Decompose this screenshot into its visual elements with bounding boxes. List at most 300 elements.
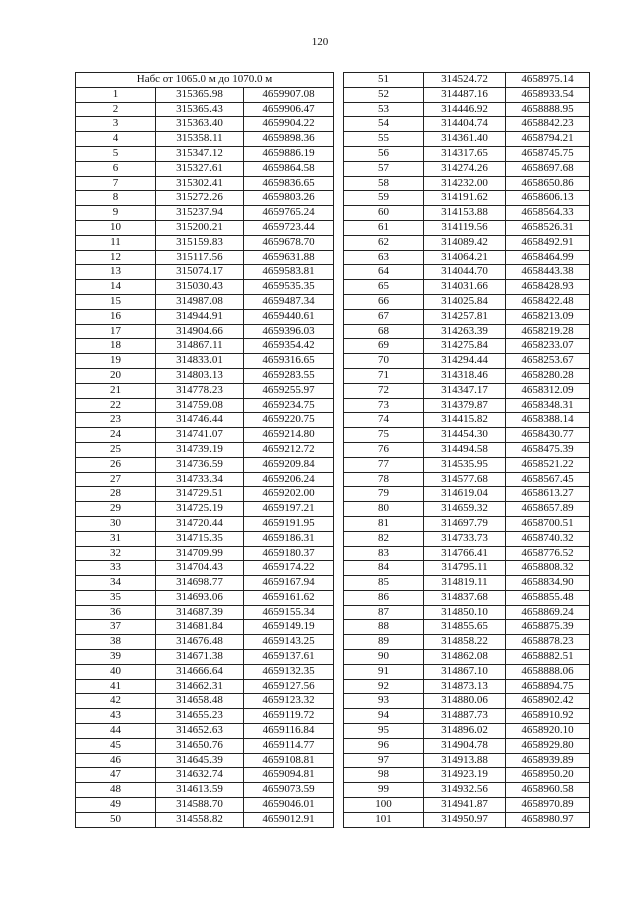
- table-row: [344, 235, 590, 250]
- table-row: [76, 753, 334, 768]
- point-number: 1: [76, 87, 156, 102]
- y-coordinate: 4658526.31: [506, 220, 590, 235]
- x-coordinate: 314119.56: [424, 220, 506, 235]
- x-coordinate: 314896.02: [424, 724, 506, 739]
- x-coordinate: 314833.01: [156, 354, 244, 369]
- table-row: [76, 546, 334, 561]
- point-number: 25: [76, 442, 156, 457]
- y-coordinate: 4658929.80: [506, 738, 590, 753]
- x-coordinate: 314089.42: [424, 235, 506, 250]
- table-header: Набс от 1065.0 м до 1070.0 м: [76, 73, 334, 88]
- point-number: 82: [344, 531, 424, 546]
- x-coordinate: 315030.43: [156, 280, 244, 295]
- table-row: [344, 546, 590, 561]
- table-row: [344, 383, 590, 398]
- point-number: 57: [344, 161, 424, 176]
- table-row: [344, 516, 590, 531]
- point-number: 99: [344, 783, 424, 798]
- y-coordinate: 4658894.75: [506, 679, 590, 694]
- table-row: [344, 176, 590, 191]
- point-number: 84: [344, 561, 424, 576]
- table-row: [76, 206, 334, 221]
- x-coordinate: 314619.04: [424, 487, 506, 502]
- y-coordinate: 4659174.22: [244, 561, 334, 576]
- point-number: 17: [76, 324, 156, 339]
- point-number: 36: [76, 605, 156, 620]
- table-row: [344, 783, 590, 798]
- table-row: [344, 206, 590, 221]
- table-row: [344, 650, 590, 665]
- point-number: 91: [344, 664, 424, 679]
- point-number: 53: [344, 102, 424, 117]
- y-coordinate: 4659212.72: [244, 442, 334, 457]
- point-number: 51: [344, 73, 424, 88]
- x-coordinate: 314191.62: [424, 191, 506, 206]
- y-coordinate: 4658939.89: [506, 753, 590, 768]
- x-coordinate: 314317.65: [424, 146, 506, 161]
- table-row: [76, 502, 334, 517]
- table-row: [76, 132, 334, 147]
- table-row: [76, 531, 334, 546]
- y-coordinate: 4659678.70: [244, 235, 334, 250]
- x-coordinate: 314257.81: [424, 309, 506, 324]
- x-coordinate: 315358.11: [156, 132, 244, 147]
- table-row: [344, 738, 590, 753]
- table-row: [76, 812, 334, 827]
- point-number: 97: [344, 753, 424, 768]
- point-number: 9: [76, 206, 156, 221]
- x-coordinate: 314671.38: [156, 650, 244, 665]
- table-row: [76, 146, 334, 161]
- y-coordinate: 4658745.75: [506, 146, 590, 161]
- y-coordinate: 4659149.19: [244, 620, 334, 635]
- x-coordinate: 314704.43: [156, 561, 244, 576]
- x-coordinate: 314662.31: [156, 679, 244, 694]
- x-coordinate: 314655.23: [156, 709, 244, 724]
- table-row: [76, 428, 334, 443]
- table-row: [76, 679, 334, 694]
- y-coordinate: 4658980.97: [506, 812, 590, 827]
- table-row: [344, 132, 590, 147]
- table-row: [344, 102, 590, 117]
- point-number: 38: [76, 635, 156, 650]
- point-number: 64: [344, 265, 424, 280]
- x-coordinate: 314720.44: [156, 516, 244, 531]
- y-coordinate: 4658950.20: [506, 768, 590, 783]
- y-coordinate: 4658700.51: [506, 516, 590, 531]
- y-coordinate: 4658776.52: [506, 546, 590, 561]
- y-coordinate: 4658794.21: [506, 132, 590, 147]
- y-coordinate: 4659765.24: [244, 206, 334, 221]
- point-number: 93: [344, 694, 424, 709]
- point-number: 75: [344, 428, 424, 443]
- table-row: [344, 250, 590, 265]
- y-coordinate: 4658475.39: [506, 442, 590, 457]
- table-row: [344, 73, 590, 88]
- x-coordinate: 314837.68: [424, 590, 506, 605]
- table-row: [344, 561, 590, 576]
- y-coordinate: 4659127.56: [244, 679, 334, 694]
- y-coordinate: 4659723.44: [244, 220, 334, 235]
- table-row: [76, 280, 334, 295]
- point-number: 43: [76, 709, 156, 724]
- y-coordinate: 4659440.61: [244, 309, 334, 324]
- point-number: 18: [76, 339, 156, 354]
- table-row: [344, 635, 590, 650]
- x-coordinate: 314932.56: [424, 783, 506, 798]
- x-coordinate: 314361.40: [424, 132, 506, 147]
- point-number: 94: [344, 709, 424, 724]
- x-coordinate: 315272.26: [156, 191, 244, 206]
- y-coordinate: 4658430.77: [506, 428, 590, 443]
- table-row: [344, 161, 590, 176]
- y-coordinate: 4659209.84: [244, 457, 334, 472]
- x-coordinate: 314987.08: [156, 294, 244, 309]
- table-row: [344, 724, 590, 739]
- y-coordinate: 4658933.54: [506, 87, 590, 102]
- coordinates-table-right: [343, 72, 590, 828]
- y-coordinate: 4659487.34: [244, 294, 334, 309]
- point-number: 77: [344, 457, 424, 472]
- y-coordinate: 4658606.13: [506, 191, 590, 206]
- point-number: 14: [76, 280, 156, 295]
- y-coordinate: 4659143.25: [244, 635, 334, 650]
- table-row: [344, 694, 590, 709]
- y-coordinate: 4659836.65: [244, 176, 334, 191]
- table-row: [344, 324, 590, 339]
- x-coordinate: 314855.65: [424, 620, 506, 635]
- coordinates-table-left: [75, 72, 334, 828]
- point-number: 54: [344, 117, 424, 132]
- point-number: 24: [76, 428, 156, 443]
- point-number: 92: [344, 679, 424, 694]
- point-number: 100: [344, 798, 424, 813]
- x-coordinate: 314404.74: [424, 117, 506, 132]
- table-row: [76, 339, 334, 354]
- table-row: [76, 620, 334, 635]
- x-coordinate: 314795.11: [424, 561, 506, 576]
- x-coordinate: 315074.17: [156, 265, 244, 280]
- table-row: [344, 472, 590, 487]
- table-row: [76, 576, 334, 591]
- x-coordinate: 315302.41: [156, 176, 244, 191]
- y-coordinate: 4659316.65: [244, 354, 334, 369]
- y-coordinate: 4659132.35: [244, 664, 334, 679]
- point-number: 46: [76, 753, 156, 768]
- table-row: [344, 339, 590, 354]
- x-coordinate: 314923.19: [424, 768, 506, 783]
- x-coordinate: 314318.46: [424, 368, 506, 383]
- table-row: [344, 709, 590, 724]
- table-row: [76, 250, 334, 265]
- point-number: 22: [76, 398, 156, 413]
- x-coordinate: 314725.19: [156, 502, 244, 517]
- x-coordinate: 315327.61: [156, 161, 244, 176]
- y-coordinate: 4659116.84: [244, 724, 334, 739]
- table-row: [344, 531, 590, 546]
- y-coordinate: 4659073.59: [244, 783, 334, 798]
- table-row: [344, 354, 590, 369]
- point-number: 29: [76, 502, 156, 517]
- y-coordinate: 4659094.81: [244, 768, 334, 783]
- x-coordinate: 314950.97: [424, 812, 506, 827]
- point-number: 35: [76, 590, 156, 605]
- y-coordinate: 4659046.01: [244, 798, 334, 813]
- y-coordinate: 4658521.22: [506, 457, 590, 472]
- x-coordinate: 314263.39: [424, 324, 506, 339]
- x-coordinate: 314025.84: [424, 294, 506, 309]
- point-number: 6: [76, 161, 156, 176]
- table-header-row: [76, 73, 334, 88]
- point-number: 40: [76, 664, 156, 679]
- y-coordinate: 4658740.32: [506, 531, 590, 546]
- x-coordinate: 315159.83: [156, 235, 244, 250]
- y-coordinate: 4659234.75: [244, 398, 334, 413]
- x-coordinate: 314904.78: [424, 738, 506, 753]
- x-coordinate: 314867.11: [156, 339, 244, 354]
- point-number: 65: [344, 280, 424, 295]
- point-number: 34: [76, 576, 156, 591]
- table-row: [344, 457, 590, 472]
- x-coordinate: 314454.30: [424, 428, 506, 443]
- y-coordinate: 4659119.72: [244, 709, 334, 724]
- point-number: 30: [76, 516, 156, 531]
- y-coordinate: 4658975.14: [506, 73, 590, 88]
- point-number: 61: [344, 220, 424, 235]
- point-number: 10: [76, 220, 156, 235]
- x-coordinate: 314652.63: [156, 724, 244, 739]
- x-coordinate: 314347.17: [424, 383, 506, 398]
- y-coordinate: 4659396.03: [244, 324, 334, 339]
- table-row: [344, 428, 590, 443]
- y-coordinate: 4659864.58: [244, 161, 334, 176]
- point-number: 78: [344, 472, 424, 487]
- x-coordinate: 314944.91: [156, 309, 244, 324]
- y-coordinate: 4658855.48: [506, 590, 590, 605]
- x-coordinate: 315365.98: [156, 87, 244, 102]
- table-row: [76, 235, 334, 250]
- table-row: [344, 487, 590, 502]
- y-coordinate: 4658219.28: [506, 324, 590, 339]
- y-coordinate: 4658910.92: [506, 709, 590, 724]
- point-number: 47: [76, 768, 156, 783]
- table-row: [344, 146, 590, 161]
- x-coordinate: 314650.76: [156, 738, 244, 753]
- y-coordinate: 4659197.21: [244, 502, 334, 517]
- x-coordinate: 314524.72: [424, 73, 506, 88]
- point-number: 16: [76, 309, 156, 324]
- x-coordinate: 314867.10: [424, 664, 506, 679]
- x-coordinate: 314904.66: [156, 324, 244, 339]
- x-coordinate: 314031.66: [424, 280, 506, 295]
- point-number: 71: [344, 368, 424, 383]
- x-coordinate: 314739.19: [156, 442, 244, 457]
- table-row: [76, 487, 334, 502]
- table-row: [344, 87, 590, 102]
- y-coordinate: 4659161.62: [244, 590, 334, 605]
- table-row: [76, 87, 334, 102]
- x-coordinate: 314693.06: [156, 590, 244, 605]
- point-number: 48: [76, 783, 156, 798]
- x-coordinate: 314858.22: [424, 635, 506, 650]
- point-number: 87: [344, 605, 424, 620]
- y-coordinate: 4658348.31: [506, 398, 590, 413]
- point-number: 69: [344, 339, 424, 354]
- y-coordinate: 4659114.77: [244, 738, 334, 753]
- table-row: [76, 324, 334, 339]
- x-coordinate: 314274.26: [424, 161, 506, 176]
- table-row: [344, 798, 590, 813]
- x-coordinate: 315363.40: [156, 117, 244, 132]
- x-coordinate: 314733.73: [424, 531, 506, 546]
- x-coordinate: 314880.06: [424, 694, 506, 709]
- point-number: 60: [344, 206, 424, 221]
- y-coordinate: 4659214.80: [244, 428, 334, 443]
- x-coordinate: 314494.58: [424, 442, 506, 457]
- table-row: [344, 442, 590, 457]
- x-coordinate: 314044.70: [424, 265, 506, 280]
- point-number: 62: [344, 235, 424, 250]
- x-coordinate: 314558.82: [156, 812, 244, 827]
- point-number: 42: [76, 694, 156, 709]
- table-row: [344, 220, 590, 235]
- point-number: 26: [76, 457, 156, 472]
- x-coordinate: 314759.08: [156, 398, 244, 413]
- table-row: [76, 709, 334, 724]
- y-coordinate: 4659186.31: [244, 531, 334, 546]
- table-row: [344, 753, 590, 768]
- x-coordinate: 314850.10: [424, 605, 506, 620]
- table-row: [344, 413, 590, 428]
- table-row: [76, 561, 334, 576]
- y-coordinate: 4658280.28: [506, 368, 590, 383]
- y-coordinate: 4658492.91: [506, 235, 590, 250]
- table-row: [76, 413, 334, 428]
- x-coordinate: 314535.95: [424, 457, 506, 472]
- point-number: 63: [344, 250, 424, 265]
- table-row: [344, 368, 590, 383]
- x-coordinate: 315365.43: [156, 102, 244, 117]
- table-row: [76, 294, 334, 309]
- y-coordinate: 4658888.06: [506, 664, 590, 679]
- table-row: [76, 442, 334, 457]
- point-number: 59: [344, 191, 424, 206]
- x-coordinate: 314862.08: [424, 650, 506, 665]
- y-coordinate: 4658567.45: [506, 472, 590, 487]
- point-number: 33: [76, 561, 156, 576]
- y-coordinate: 4659167.94: [244, 576, 334, 591]
- table-row: [76, 694, 334, 709]
- x-coordinate: 314715.35: [156, 531, 244, 546]
- x-coordinate: 314681.84: [156, 620, 244, 635]
- table-row: [344, 605, 590, 620]
- x-coordinate: 314873.13: [424, 679, 506, 694]
- x-coordinate: 314941.87: [424, 798, 506, 813]
- point-number: 68: [344, 324, 424, 339]
- table-row: [76, 176, 334, 191]
- point-number: 67: [344, 309, 424, 324]
- point-number: 12: [76, 250, 156, 265]
- table-row: [76, 457, 334, 472]
- table-row: [344, 812, 590, 827]
- x-coordinate: 314676.48: [156, 635, 244, 650]
- y-coordinate: 4659255.97: [244, 383, 334, 398]
- table-row: [76, 191, 334, 206]
- x-coordinate: 314588.70: [156, 798, 244, 813]
- y-coordinate: 4658869.24: [506, 605, 590, 620]
- point-number: 28: [76, 487, 156, 502]
- y-coordinate: 4658233.07: [506, 339, 590, 354]
- x-coordinate: 314697.79: [424, 516, 506, 531]
- y-coordinate: 4659886.19: [244, 146, 334, 161]
- point-number: 45: [76, 738, 156, 753]
- point-number: 58: [344, 176, 424, 191]
- x-coordinate: 314803.13: [156, 368, 244, 383]
- table-row: [76, 724, 334, 739]
- x-coordinate: 314698.77: [156, 576, 244, 591]
- point-number: 101: [344, 812, 424, 827]
- point-number: 49: [76, 798, 156, 813]
- x-coordinate: 314709.99: [156, 546, 244, 561]
- x-coordinate: 314645.39: [156, 753, 244, 768]
- point-number: 7: [76, 176, 156, 191]
- y-coordinate: 4658697.68: [506, 161, 590, 176]
- table-row: [344, 620, 590, 635]
- point-number: 66: [344, 294, 424, 309]
- y-coordinate: 4658960.58: [506, 783, 590, 798]
- point-number: 11: [76, 235, 156, 250]
- table-row: [344, 117, 590, 132]
- point-number: 88: [344, 620, 424, 635]
- table-row: [344, 590, 590, 605]
- y-coordinate: 4658657.89: [506, 502, 590, 517]
- y-coordinate: 4658920.10: [506, 724, 590, 739]
- x-coordinate: 315347.12: [156, 146, 244, 161]
- x-coordinate: 314294.44: [424, 354, 506, 369]
- x-coordinate: 314887.73: [424, 709, 506, 724]
- table-row: [76, 798, 334, 813]
- y-coordinate: 4659220.75: [244, 413, 334, 428]
- x-coordinate: 314613.59: [156, 783, 244, 798]
- x-coordinate: 314746.44: [156, 413, 244, 428]
- x-coordinate: 314275.84: [424, 339, 506, 354]
- y-coordinate: 4658808.32: [506, 561, 590, 576]
- point-number: 15: [76, 294, 156, 309]
- x-coordinate: 314577.68: [424, 472, 506, 487]
- x-coordinate: 314658.48: [156, 694, 244, 709]
- x-coordinate: 315237.94: [156, 206, 244, 221]
- y-coordinate: 4658882.51: [506, 650, 590, 665]
- point-number: 85: [344, 576, 424, 591]
- point-number: 23: [76, 413, 156, 428]
- point-number: 21: [76, 383, 156, 398]
- y-coordinate: 4659180.37: [244, 546, 334, 561]
- table-row: [76, 590, 334, 605]
- x-coordinate: 314778.23: [156, 383, 244, 398]
- table-row: [76, 354, 334, 369]
- table-row: [76, 383, 334, 398]
- point-number: 76: [344, 442, 424, 457]
- x-coordinate: 315200.21: [156, 220, 244, 235]
- y-coordinate: 4659206.24: [244, 472, 334, 487]
- x-coordinate: 314766.41: [424, 546, 506, 561]
- y-coordinate: 4658388.14: [506, 413, 590, 428]
- y-coordinate: 4658878.23: [506, 635, 590, 650]
- point-number: 56: [344, 146, 424, 161]
- y-coordinate: 4659137.61: [244, 650, 334, 665]
- table-row: [76, 650, 334, 665]
- y-coordinate: 4658834.90: [506, 576, 590, 591]
